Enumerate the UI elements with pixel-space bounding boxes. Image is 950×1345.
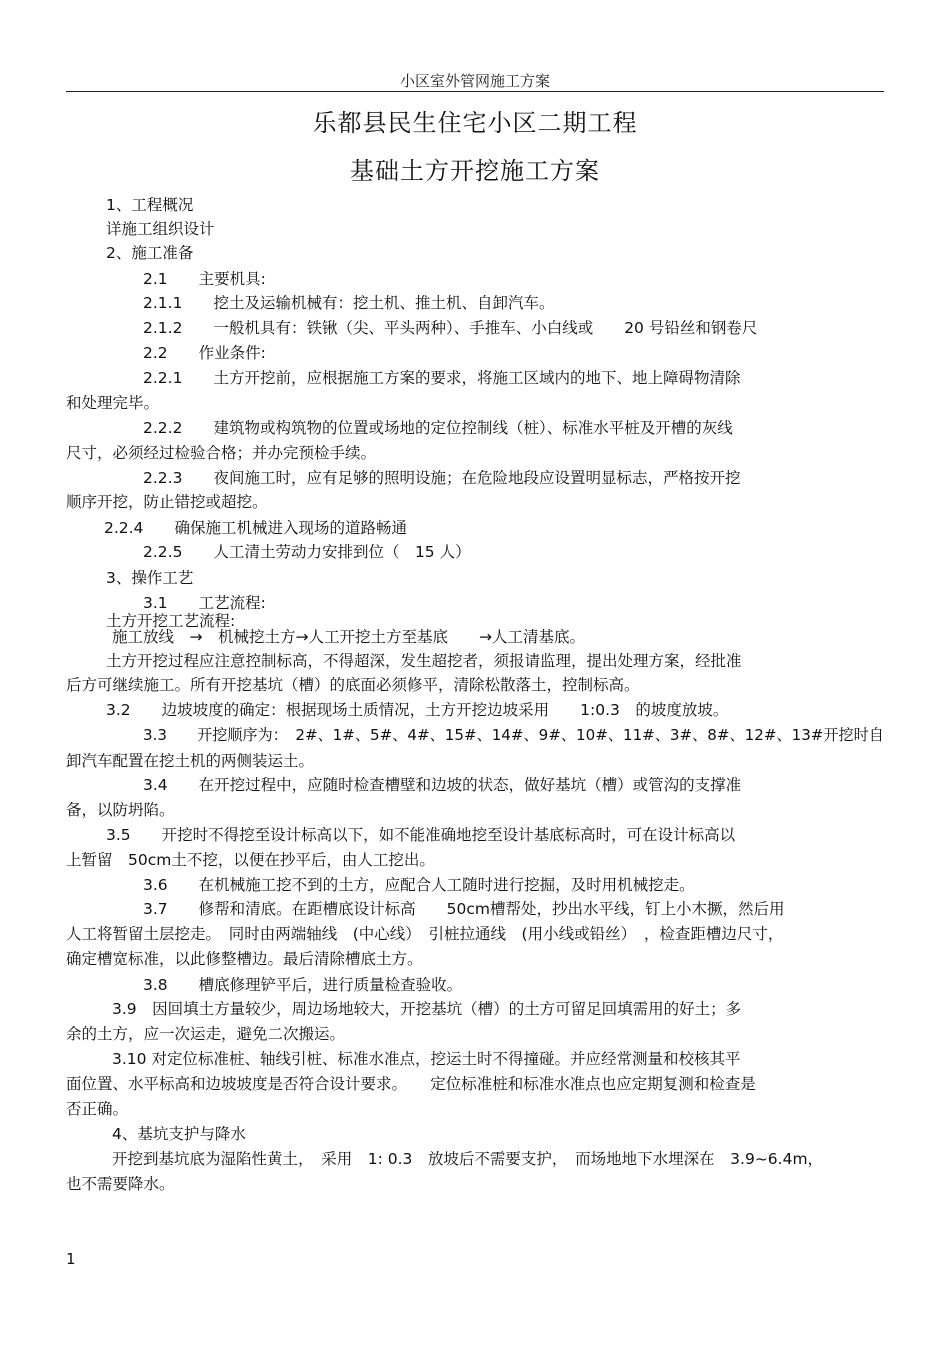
- body-line: 和处理完毕。: [66, 394, 160, 412]
- section-heading: 4、基坑支护与降水: [112, 1125, 246, 1143]
- body-line: 开挖到基坑底为湿陷性黄土， 采用 1: 0.3 放坡后不需要支护， 而场地地下水埋深在 3.9~6.4m，: [112, 1150, 824, 1168]
- body-line: 也不需要降水。: [66, 1175, 175, 1193]
- clause-line: 3.4 在开挖过程中，应随时检查槽壁和边坡的状态，做好基坑（槽）或管沟的支撑准: [143, 776, 742, 794]
- clause-line: 2.2.5 人工清土劳动力安排到位（ 15 人）: [143, 543, 471, 561]
- document-subtitle: 基础土方开挖施工方案: [350, 157, 600, 185]
- body-line: 详施工组织设计: [106, 220, 215, 238]
- running-header: 小区室外管网施工方案: [399, 72, 550, 90]
- body-line: 人工将暂留土层挖走。 同时由两端轴线 (中心线） 引桩拉通线 (用小线或铅丝） ，检查距槽边尺寸，: [66, 925, 784, 943]
- body-line: 土方开挖过程应注意控制标高，不得超深，发生超挖者，须报请监理，提出处理方案，经批准: [106, 652, 742, 670]
- clause-line: 2.2 作业条件:: [143, 344, 266, 362]
- clause-line: 2.1 主要机具:: [143, 270, 266, 288]
- body-line: 面位置、水平标高和边坡坡度是否符合设计要求。 定位标准桩和标准水准点也应定期复测和检查是: [66, 1075, 756, 1093]
- clause-line: 3.1 工艺流程:: [143, 594, 266, 612]
- body-line: 后方可继续施工。所有开挖基坑（槽）的底面必须修平，清除松散落土，控制标高。: [66, 676, 640, 694]
- section-heading: 2、施工准备: [106, 244, 194, 262]
- document-title: 乐都县民生住宅小区二期工程: [312, 109, 638, 137]
- section-heading: 3、操作工艺: [106, 569, 194, 587]
- body-line: 备，以防坍陷。: [66, 801, 175, 819]
- clause-line: 3.10 对定位标准桩、轴线引桩、标准水准点，挖运土时不得撞碰。并应经常测量和校核其平: [112, 1050, 741, 1068]
- clause-line: 2.1.1 挖土及运输机械有：挖土机、推土机、自卸汽车。: [143, 294, 555, 312]
- clause-line: 3.5 开挖时不得挖至设计标高以下，如不能准确地挖至设计基底标高时，可在设计标高以: [106, 826, 736, 844]
- clause-line: 2.2.1 土方开挖前，应根据施工方案的要求，将施工区域内的地下、地上障碍物清除: [143, 369, 741, 387]
- body-line: 卸汽车配置在挖土机的两侧装运土。: [66, 752, 315, 770]
- section-heading: 1、工程概况: [106, 196, 194, 214]
- clause-line: 3.2 边坡坡度的确定：根据现场土质情况，土方开挖边坡采用 1:0.3 的坡度放坡。: [106, 701, 729, 719]
- process-flow-line: 施工放线 → 机械挖土方→人工开挖土方至基底 →人工清基底。: [112, 628, 585, 646]
- clause-line: 2.1.2 一般机具有：铁锹（尖、平头两种）、手推车、小白线或 20 号铅丝和钢卷尺: [143, 319, 758, 337]
- page-number: 1: [66, 1250, 76, 1268]
- body-line: 确定槽宽标准，以此修整槽边。最后清除槽底土方。: [66, 950, 423, 968]
- body-line: 上暂留 50cm土不挖，以便在抄平后，由人工挖出。: [66, 851, 435, 869]
- header-rule: [66, 91, 884, 92]
- body-line: 顺序开挖，防止错挖或超挖。: [66, 493, 268, 511]
- clause-line: 2.2.4 确保施工机械进入现场的道路畅通: [104, 519, 407, 537]
- body-line: 否正确。: [66, 1100, 129, 1118]
- body-line: 土方开挖工艺流程:: [106, 612, 236, 630]
- clause-line: 3.3 开挖顺序为： 2#、1#、5#、4#、15#、14#、9#、10#、11#、3#、8#、12#、13#开挖时自: [143, 726, 884, 744]
- clause-line: 3.6 在机械施工挖不到的土方，应配合人工随时进行挖掘，及时用机械挖走。: [143, 876, 695, 894]
- clause-line: 2.2.2 建筑物或构筑物的位置或场地的定位控制线（桩）、标准水平桩及开槽的灰线: [143, 419, 733, 437]
- body-line: 尺寸，必须经过检验合格；并办完预检手续。: [66, 444, 377, 462]
- clause-line: 3.7 修帮和清底。在距槽底设计标高 50cm槽帮处，抄出水平线，钉上小木撅，然后用: [143, 900, 785, 918]
- clause-line: 3.9 因回填土方量较少，周边场地较大，开挖基坑（槽）的土方可留足回填需用的好土；多: [112, 1000, 742, 1018]
- clause-line: 2.2.3 夜间施工时，应有足够的照明设施；在危险地段应设置明显标志，严格按开挖: [143, 469, 741, 487]
- body-line: 余的土方，应一次运走，避免二次搬运。: [66, 1025, 346, 1043]
- clause-line: 3.8 槽底修理铲平后，进行质量检查验收。: [143, 976, 463, 994]
